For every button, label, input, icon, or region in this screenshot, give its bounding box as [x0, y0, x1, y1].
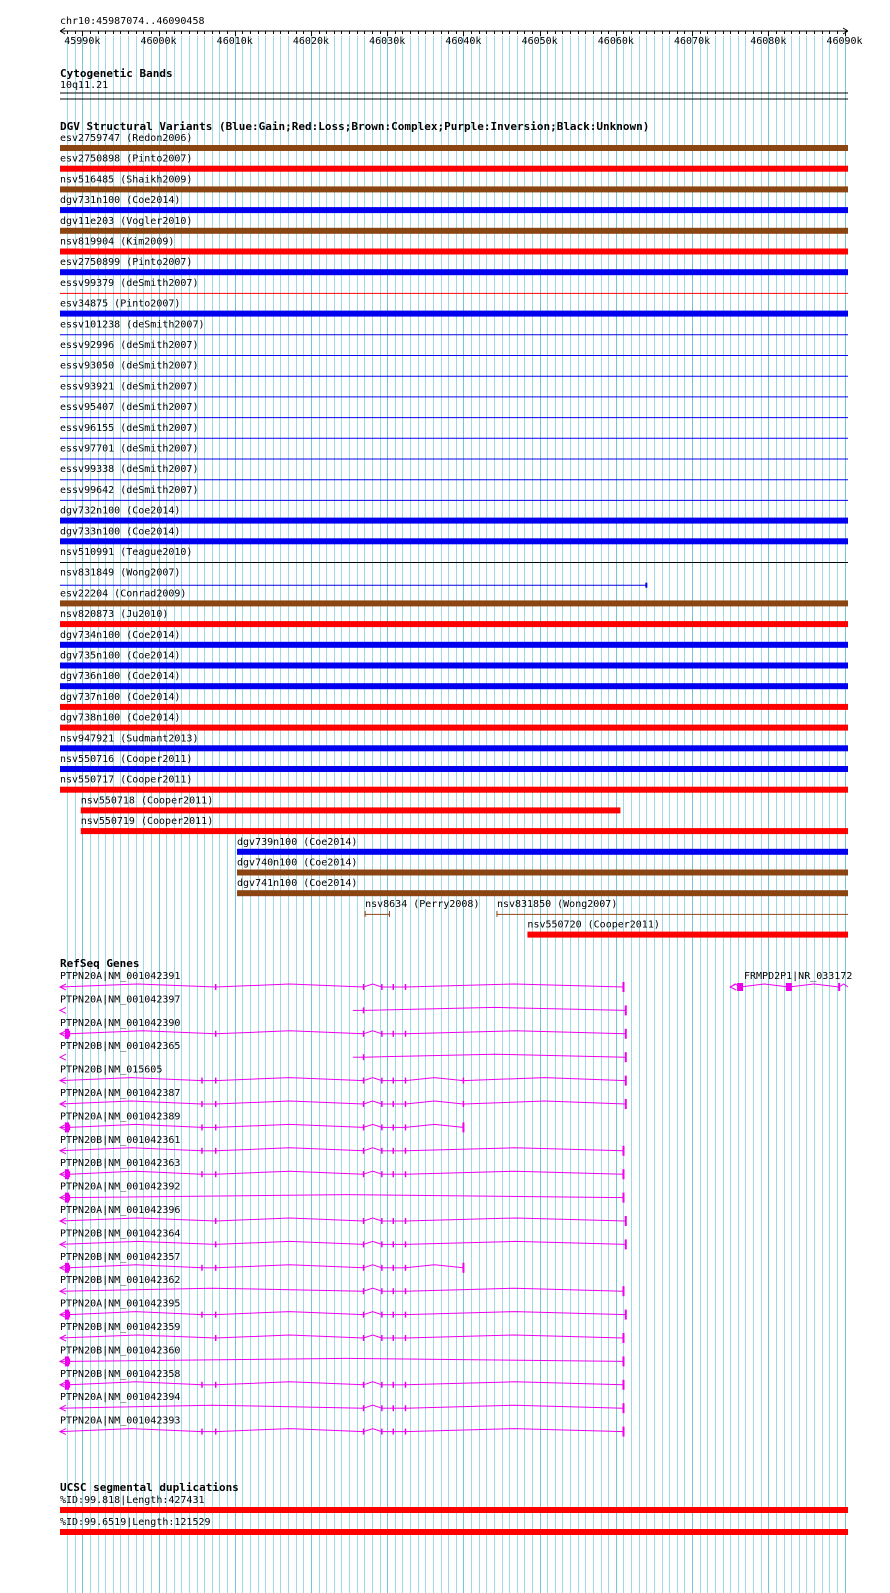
gene-intron: [69, 1265, 202, 1268]
dgv-variant[interactable]: [60, 133, 848, 151]
dgv-variant-bar: [237, 849, 848, 855]
dgv-variant-label: nsv8634 (Perry2008): [365, 898, 480, 910]
refseq-gene-label: PTPN20B|NM_001042359: [60, 1322, 181, 1333]
refseq-gene-label: PTPN20B|NM_001042362: [60, 1275, 181, 1287]
refseq-gene-label: PTPN20A|NM_001042396: [60, 1205, 181, 1216]
dgv-variant[interactable]: [237, 837, 848, 855]
dgv-variant-label: nsv820873 (Ju2010): [60, 609, 169, 621]
dgv-variant-label: dgv732n100 (Coe2014): [60, 505, 181, 517]
gene-first-exon: [65, 1310, 69, 1320]
dgv-variant[interactable]: [60, 588, 848, 606]
dgv-variant-label: nsv550716 (Cooper2011): [60, 754, 193, 765]
dgv-variant-label: essv99642 (deSmith2007): [60, 484, 199, 496]
dgv-variant-label: dgv733n100 (Coe2014): [60, 526, 181, 538]
refseq-gene-label: PTPN20B|NM_001042365: [60, 1041, 181, 1053]
dgv-variant-bar: [60, 787, 848, 793]
dgv-variant[interactable]: [60, 526, 848, 544]
refseq-gene-label: FRMPD2P1|NR_033172: [744, 971, 853, 982]
gene-intron: [405, 1312, 625, 1315]
segdup-label: %ID:99.818|Length:427431: [60, 1495, 205, 1506]
gene-first-exon: [65, 1193, 69, 1203]
dgv-variant-label: esv2750898 (Pinto2007): [60, 153, 193, 165]
dgv-variant[interactable]: [60, 630, 848, 648]
gene-intron: [405, 1218, 625, 1221]
gene-intron: [60, 1148, 202, 1151]
dgv-variant-bar: [60, 269, 848, 275]
dgv-variant-label: dgv731n100 (Coe2014): [60, 195, 181, 207]
gene-first-exon: [65, 1169, 69, 1179]
gene-strand-arrow-icon: [60, 1007, 66, 1013]
dgv-variant[interactable]: [497, 899, 848, 917]
dgv-variant-label: dgv735n100 (Coe2014): [60, 650, 181, 662]
ruler-tick-label: 46060k: [597, 36, 634, 47]
dgv-track[interactable]: [60, 120, 848, 938]
dgv-variant-label: essv99379 (deSmith2007): [60, 277, 199, 289]
dgv-items: [60, 133, 848, 938]
dgv-variant-label: nsv550718 (Cooper2011): [80, 795, 214, 807]
dgv-variant-bar: [527, 932, 848, 938]
ruler-tick-label: 46000k: [140, 36, 177, 47]
dgv-variant[interactable]: [60, 216, 848, 234]
dgv-variant-label: esv2759747 (Redon2006): [60, 133, 193, 144]
gene-intron: [69, 1171, 202, 1174]
dgv-variant[interactable]: [365, 899, 479, 917]
refseq-gene-label: PTPN20B|NM_001042361: [60, 1134, 181, 1146]
refseq-gene-label: PTPN20B|NM_001042357: [60, 1251, 181, 1263]
dgv-variant-bar: [60, 642, 848, 648]
dgv-variant-label: dgv11e203 (Vogler2010): [60, 215, 193, 227]
gene-intron: [405, 1429, 623, 1432]
refseq-gene-label: PTPN20A|NM_001042390: [60, 1017, 181, 1029]
gene-intron: [69, 1312, 202, 1315]
gene-intron: [405, 1265, 463, 1268]
dgv-variant-label: nsv831850 (Wong2007): [496, 898, 618, 910]
dgv-variant-label: nsv510991 (Teague2010): [60, 547, 193, 558]
dgv-variant[interactable]: [60, 733, 848, 751]
dgv-variant-bar: [60, 600, 848, 606]
dgv-variant[interactable]: [60, 423, 848, 439]
refseq-gene-label: PTPN20A|NM_001042389: [60, 1111, 181, 1123]
gene-intron: [405, 1031, 625, 1034]
gene-exon: [737, 983, 743, 991]
dgv-variant-label: essv97701 (deSmith2007): [60, 443, 199, 455]
refseq-gene-label: PTPN20A|NM_001042393: [60, 1415, 181, 1427]
dgv-variant-bar: [60, 663, 848, 669]
gene-intron: [405, 1405, 623, 1408]
refseq-gene-frmpd2p1[interactable]: [730, 971, 852, 991]
cytoband-track[interactable]: [60, 67, 848, 99]
dgv-variant-label: essv99338 (deSmith2007): [60, 464, 199, 476]
gene-intron: [839, 984, 848, 987]
dgv-variant[interactable]: [60, 547, 848, 563]
gene-first-exon: [65, 1263, 69, 1273]
gene-first-exon: [65, 1356, 69, 1366]
dgv-variant-bar: [60, 538, 848, 544]
gene-exon: [786, 983, 792, 991]
dgv-variant-bar: [81, 807, 621, 813]
dgv-variant-label: dgv737n100 (Coe2014): [60, 691, 181, 703]
refseq-gene-label: PTPN20A|NM_001042395: [60, 1298, 181, 1310]
dgv-variant-label: essv96155 (deSmith2007): [60, 422, 199, 434]
gene-intron: [405, 1171, 623, 1174]
dgv-variant[interactable]: [60, 713, 848, 731]
ruler-tick-label: 46040k: [445, 36, 482, 47]
dgv-variant-label: dgv740n100 (Coe2014): [237, 857, 358, 869]
locus-label: chr10:45987074..46090458: [60, 16, 205, 27]
gene-intron: [405, 1101, 463, 1104]
dgv-variant[interactable]: [60, 361, 848, 377]
dgv-variant[interactable]: [60, 154, 848, 172]
dgv-variant[interactable]: [60, 319, 848, 335]
refseq-gene-label: PTPN20B|NM_001042358: [60, 1368, 181, 1380]
segdup-bar: [60, 1507, 848, 1513]
dgv-variant[interactable]: [60, 485, 848, 501]
dgv-variant[interactable]: [60, 775, 848, 793]
dgv-variant[interactable]: [60, 444, 848, 460]
dgv-variant-bar: [60, 518, 848, 524]
gene-first-exon: [65, 1029, 69, 1039]
refseq-gene-label: PTPN20A|NM_001042387: [60, 1088, 181, 1099]
dgv-variant-bar: [81, 828, 848, 834]
gene-first-exon: [65, 1380, 69, 1390]
ruler-tick-label: 46020k: [292, 36, 330, 47]
dgv-variant[interactable]: [81, 816, 848, 834]
ruler-track[interactable]: [60, 16, 863, 47]
gene-intron: [69, 1382, 202, 1385]
dgv-variant-label: nsv550720 (Cooper2011): [527, 919, 660, 931]
ruler-tick-label: 46070k: [674, 36, 711, 47]
refseq-gene-label: PTPN20A|NM_001042391: [60, 971, 181, 982]
dgv-variant[interactable]: [60, 402, 848, 418]
dgv-variant-bar: [60, 766, 848, 772]
gene-strand-arrow-icon: [60, 1054, 66, 1060]
dgv-variant[interactable]: [60, 464, 848, 480]
dgv-variant-label: essv101238 (deSmith2007): [60, 319, 205, 331]
dgv-variant[interactable]: [237, 878, 848, 896]
dgv-variant-bar: [60, 311, 848, 317]
segdup-bar: [60, 1529, 848, 1535]
gene-exon: [838, 983, 840, 991]
refseq-gene-label: PTPN20B|NM_001042360: [60, 1345, 181, 1357]
segdup-track[interactable]: [60, 1481, 848, 1535]
dgv-variant-bar: [60, 745, 848, 751]
ruler-tick-label: 46080k: [750, 36, 787, 47]
gene-first-exon: [65, 1122, 69, 1132]
gene-intron: [69, 1031, 215, 1034]
dgv-variant[interactable]: [60, 506, 848, 524]
dgv-variant-bar: [60, 704, 848, 710]
segdup-label: %ID:99.6519|Length:121529: [60, 1517, 211, 1528]
dgv-variant[interactable]: [60, 340, 848, 356]
gene-intron: [60, 1241, 216, 1244]
dgv-variant-bar: [60, 186, 848, 192]
dgv-variant-label: nsv819904 (Kim2009): [60, 236, 175, 248]
dgv-variant[interactable]: [237, 858, 848, 876]
ruler-tick-label: 45990k: [64, 36, 101, 47]
gene-intron: [405, 1124, 463, 1127]
dgv-variant-label: nsv947921 (Sudmant2013): [60, 733, 199, 745]
refseq-gene-label: PTPN20B|NM_001042363: [60, 1158, 181, 1170]
refseq-track-title: RefSeq Genes: [60, 957, 140, 970]
dgv-variant-label: essv92996 (deSmith2007): [60, 340, 199, 351]
dgv-variant[interactable]: [60, 237, 848, 255]
dgv-variant-label: dgv736n100 (Coe2014): [60, 671, 181, 683]
dgv-variant[interactable]: [81, 795, 621, 813]
ruler-tick-label: 46090k: [826, 36, 863, 47]
gene-intron: [740, 984, 789, 987]
dgv-variant[interactable]: [60, 671, 848, 689]
gene-intron: [60, 1218, 216, 1221]
dgv-variant-bar: [60, 725, 848, 731]
dgv-variant-bar: [237, 870, 848, 876]
gene-intron: [405, 1288, 623, 1291]
refseq-gene-label: PTPN20B|NM_001042364: [60, 1228, 181, 1240]
dgv-variant[interactable]: [60, 692, 848, 710]
dgv-variant-label: esv34875 (Pinto2007): [60, 298, 181, 310]
dgv-variant[interactable]: [60, 257, 848, 275]
dgv-variant[interactable]: [60, 381, 848, 397]
dgv-variant[interactable]: [60, 568, 646, 588]
gene-intron: [60, 1429, 202, 1432]
gene-intron: [60, 1101, 202, 1104]
refseq-gene-label: PTPN20A|NM_001042394: [60, 1392, 181, 1404]
dgv-variant-label: nsv550717 (Cooper2011): [60, 774, 193, 786]
dgv-variant-bar: [60, 621, 848, 627]
dgv-variant-label: dgv734n100 (Coe2014): [60, 629, 181, 641]
dgv-variant-bar: [60, 683, 848, 689]
segdup-item[interactable]: [60, 1517, 848, 1535]
gene-intron: [405, 1078, 463, 1081]
dgv-variant-label: dgv738n100 (Coe2014): [60, 712, 181, 724]
dgv-variant-label: dgv741n100 (Coe2014): [237, 878, 358, 890]
dgv-variant-bar: [60, 249, 848, 255]
dgv-variant-bar: [60, 228, 848, 234]
dgv-variant[interactable]: [60, 299, 848, 317]
dgv-variant-label: esv2750899 (Pinto2007): [60, 257, 193, 269]
dgv-track-title: DGV Structural Variants (Blue:Gain;Red:Loss;Brown:Complex;Purple:Inversion;Black:Unknown): [60, 120, 650, 133]
dgv-variant-label: dgv739n100 (Coe2014): [237, 836, 358, 848]
gene-intron: [405, 1241, 625, 1244]
gene-intron: [405, 1335, 623, 1338]
ruler-tick-label: 46050k: [521, 36, 558, 47]
dgv-variant-label: nsv550719 (Cooper2011): [80, 816, 214, 828]
dgv-variant[interactable]: [60, 278, 848, 294]
refseq-gene-label: PTPN20A|NM_001042397: [60, 994, 181, 1006]
dgv-variant-label: essv93921 (deSmith2007): [60, 381, 199, 393]
cytoband-label: 10q11.21: [60, 80, 109, 91]
ruler-tick-label: 46010k: [216, 36, 253, 47]
dgv-variant-label: essv93050 (deSmith2007): [60, 360, 199, 372]
dgv-variant[interactable]: [60, 651, 848, 669]
dgv-variant[interactable]: [60, 754, 848, 772]
dgv-variant-label: esv22204 (Conrad2009): [60, 588, 187, 600]
dgv-variant-bar: [237, 890, 848, 896]
refseq-gene-label: PTPN20B|NM_015605: [60, 1064, 163, 1076]
dgv-variant-bar: [60, 145, 848, 151]
dgv-variant[interactable]: [60, 174, 848, 192]
ruler-ticks: [64, 31, 862, 47]
segdup-track-title: UCSC segmental duplications: [60, 1481, 239, 1494]
dgv-variant[interactable]: [60, 195, 848, 213]
segdup-item[interactable]: [60, 1495, 848, 1513]
gene-intron: [405, 984, 623, 987]
dgv-variant-bar: [60, 207, 848, 213]
gene-intron: [60, 984, 216, 987]
segdup-items: [60, 1495, 848, 1535]
dgv-variant-label: nsv516485 (Shaikh2009): [60, 174, 193, 186]
dgv-variant-label: essv95407 (deSmith2007): [60, 402, 199, 414]
refseq-gene-label: PTPN20A|NM_001042392: [60, 1181, 181, 1193]
gene-intron: [60, 1335, 216, 1338]
dgv-variant[interactable]: [60, 609, 848, 627]
ruler-tick-label: 46030k: [369, 36, 406, 47]
gene-intron: [69, 1124, 202, 1127]
dgv-variant-label: nsv831849 (Wong2007): [60, 567, 181, 579]
cytoband-track-title: Cytogenetic Bands: [60, 67, 173, 80]
gene-intron: [405, 1382, 623, 1385]
gene-intron: [405, 1148, 623, 1151]
gene-intron: [60, 1078, 202, 1081]
dgv-variant-bar: [60, 166, 848, 172]
